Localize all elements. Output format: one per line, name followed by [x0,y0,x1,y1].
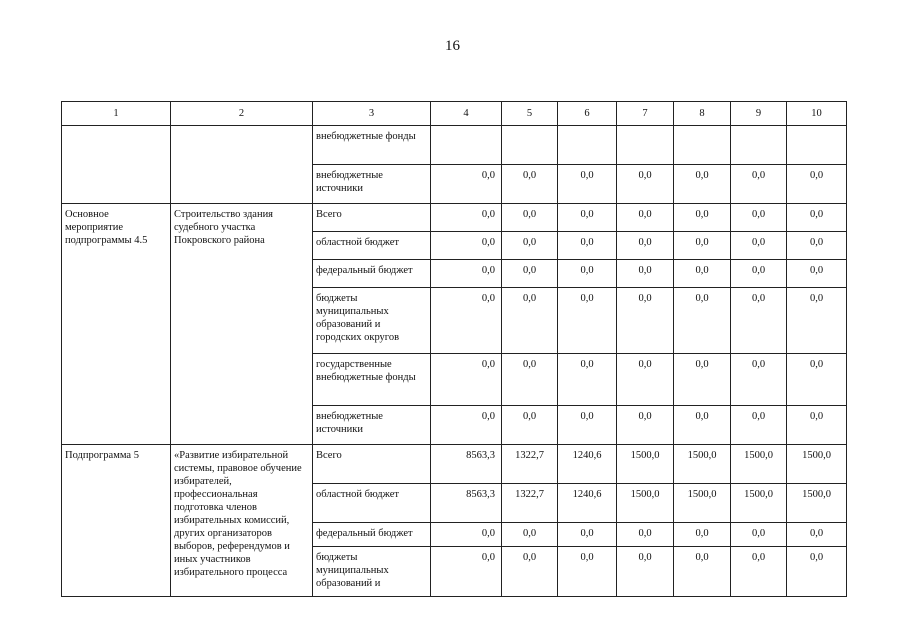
value-cell: 0,0 [731,288,787,354]
value-cell: 1500,0 [731,484,787,523]
value-cell: 0,0 [502,232,558,260]
value-cell: 0,0 [558,165,617,204]
value-cell: 0,0 [731,547,787,597]
value-cell: 1500,0 [674,484,731,523]
value-cell [431,126,502,165]
table-row [62,204,847,232]
value-cell: 0,0 [731,204,787,232]
value-cell: 0,0 [787,288,847,354]
value-cell: 0,0 [787,547,847,597]
value-cell: 0,0 [558,288,617,354]
value-cell: 0,0 [431,523,502,547]
measure-description-cell: Строительство здания судебного участка Покровского района [171,204,313,445]
value-cell: 0,0 [502,288,558,354]
value-cell: 0,0 [617,260,674,288]
value-cell: 0,0 [431,165,502,204]
value-cell: 0,0 [787,260,847,288]
value-cell: 0,0 [558,354,617,406]
value-cell: 0,0 [502,523,558,547]
value-cell: 0,0 [431,406,502,445]
value-cell [731,126,787,165]
value-cell: 0,0 [502,406,558,445]
value-cell [787,126,847,165]
header-row [62,102,847,126]
funding-source-cell: бюджеты муниципальных образований и городских округов [313,288,431,354]
measure-name-cell [62,126,171,204]
value-cell: 0,0 [674,547,731,597]
funding-source-cell: государственные внебюджетные фонды [313,354,431,406]
value-cell: 0,0 [674,204,731,232]
page-number: 16 [445,38,460,54]
value-cell: 0,0 [617,406,674,445]
value-cell: 0,0 [787,232,847,260]
value-cell: 0,0 [502,204,558,232]
value-cell: 0,0 [674,288,731,354]
header-cell: 1 [62,102,171,126]
value-cell: 0,0 [558,260,617,288]
value-cell: 0,0 [502,547,558,597]
value-cell: 1500,0 [617,445,674,484]
value-cell: 0,0 [674,354,731,406]
value-cell: 0,0 [617,232,674,260]
value-cell: 0,0 [731,354,787,406]
value-cell [674,126,731,165]
header-cell: 9 [731,102,787,126]
value-cell: 0,0 [617,288,674,354]
value-cell: 0,0 [617,523,674,547]
measure-description-cell: «Развитие избирательной системы, правовое обучение избирателей, профессиональная подготовка членов избирательных комиссий, других организаторов выборов, референдумов и иных участников избирательного процесса [171,445,313,597]
funding-source-cell: Всего [313,204,431,232]
value-cell: 0,0 [731,523,787,547]
funding-source-cell: внебюджетные фонды [313,126,431,165]
value-cell: 0,0 [674,406,731,445]
value-cell: 0,0 [617,165,674,204]
header-cell: 3 [313,102,431,126]
value-cell: 0,0 [617,547,674,597]
value-cell: 0,0 [558,547,617,597]
value-cell: 0,0 [502,260,558,288]
value-cell: 0,0 [731,165,787,204]
value-cell: 0,0 [787,406,847,445]
budget-table [61,101,847,597]
value-cell [502,126,558,165]
value-cell: 0,0 [674,523,731,547]
value-cell: 0,0 [731,406,787,445]
value-cell: 0,0 [674,260,731,288]
measure-description-cell [171,126,313,204]
funding-source-cell: федеральный бюджет [313,523,431,547]
value-cell: 0,0 [617,354,674,406]
value-cell: 1500,0 [731,445,787,484]
value-cell: 1240,6 [558,484,617,523]
value-cell: 0,0 [731,260,787,288]
value-cell: 0,0 [558,406,617,445]
value-cell: 0,0 [558,523,617,547]
funding-source-cell: внебюджетные источники [313,165,431,204]
value-cell: 0,0 [558,204,617,232]
header-cell: 2 [171,102,313,126]
measure-name-cell: Основное мероприятие подпрограммы 4.5 [62,204,171,445]
table-row [62,445,847,484]
value-cell: 1500,0 [787,484,847,523]
funding-source-cell: внебюджетные источники [313,406,431,445]
funding-source-cell: областной бюджет [313,484,431,523]
value-cell: 0,0 [787,204,847,232]
value-cell: 8563,3 [431,445,502,484]
header-cell: 5 [502,102,558,126]
value-cell: 0,0 [674,165,731,204]
value-cell: 0,0 [431,354,502,406]
value-cell: 1240,6 [558,445,617,484]
value-cell: 0,0 [502,354,558,406]
header-cell: 6 [558,102,617,126]
value-cell: 1500,0 [787,445,847,484]
header-cell: 4 [431,102,502,126]
header-cell: 10 [787,102,847,126]
measure-name-cell: Подпрограмма 5 [62,445,171,597]
funding-source-cell: Всего [313,445,431,484]
value-cell: 1500,0 [674,445,731,484]
value-cell [558,126,617,165]
value-cell: 0,0 [787,523,847,547]
value-cell: 1322,7 [502,484,558,523]
value-cell: 8563,3 [431,484,502,523]
value-cell: 0,0 [787,354,847,406]
value-cell: 0,0 [558,232,617,260]
value-cell [617,126,674,165]
value-cell: 0,0 [431,547,502,597]
value-cell: 1500,0 [617,484,674,523]
header-cell: 7 [617,102,674,126]
value-cell: 0,0 [431,232,502,260]
value-cell: 0,0 [431,204,502,232]
value-cell: 0,0 [617,204,674,232]
value-cell: 0,0 [731,232,787,260]
value-cell: 1322,7 [502,445,558,484]
funding-source-cell: областной бюджет [313,232,431,260]
funding-source-cell: бюджеты муниципальных образований и [313,547,431,597]
value-cell: 0,0 [431,288,502,354]
header-cell: 8 [674,102,731,126]
funding-source-cell: федеральный бюджет [313,260,431,288]
value-cell: 0,0 [431,260,502,288]
value-cell: 0,0 [502,165,558,204]
value-cell: 0,0 [787,165,847,204]
table-row [62,126,847,165]
value-cell: 0,0 [674,232,731,260]
